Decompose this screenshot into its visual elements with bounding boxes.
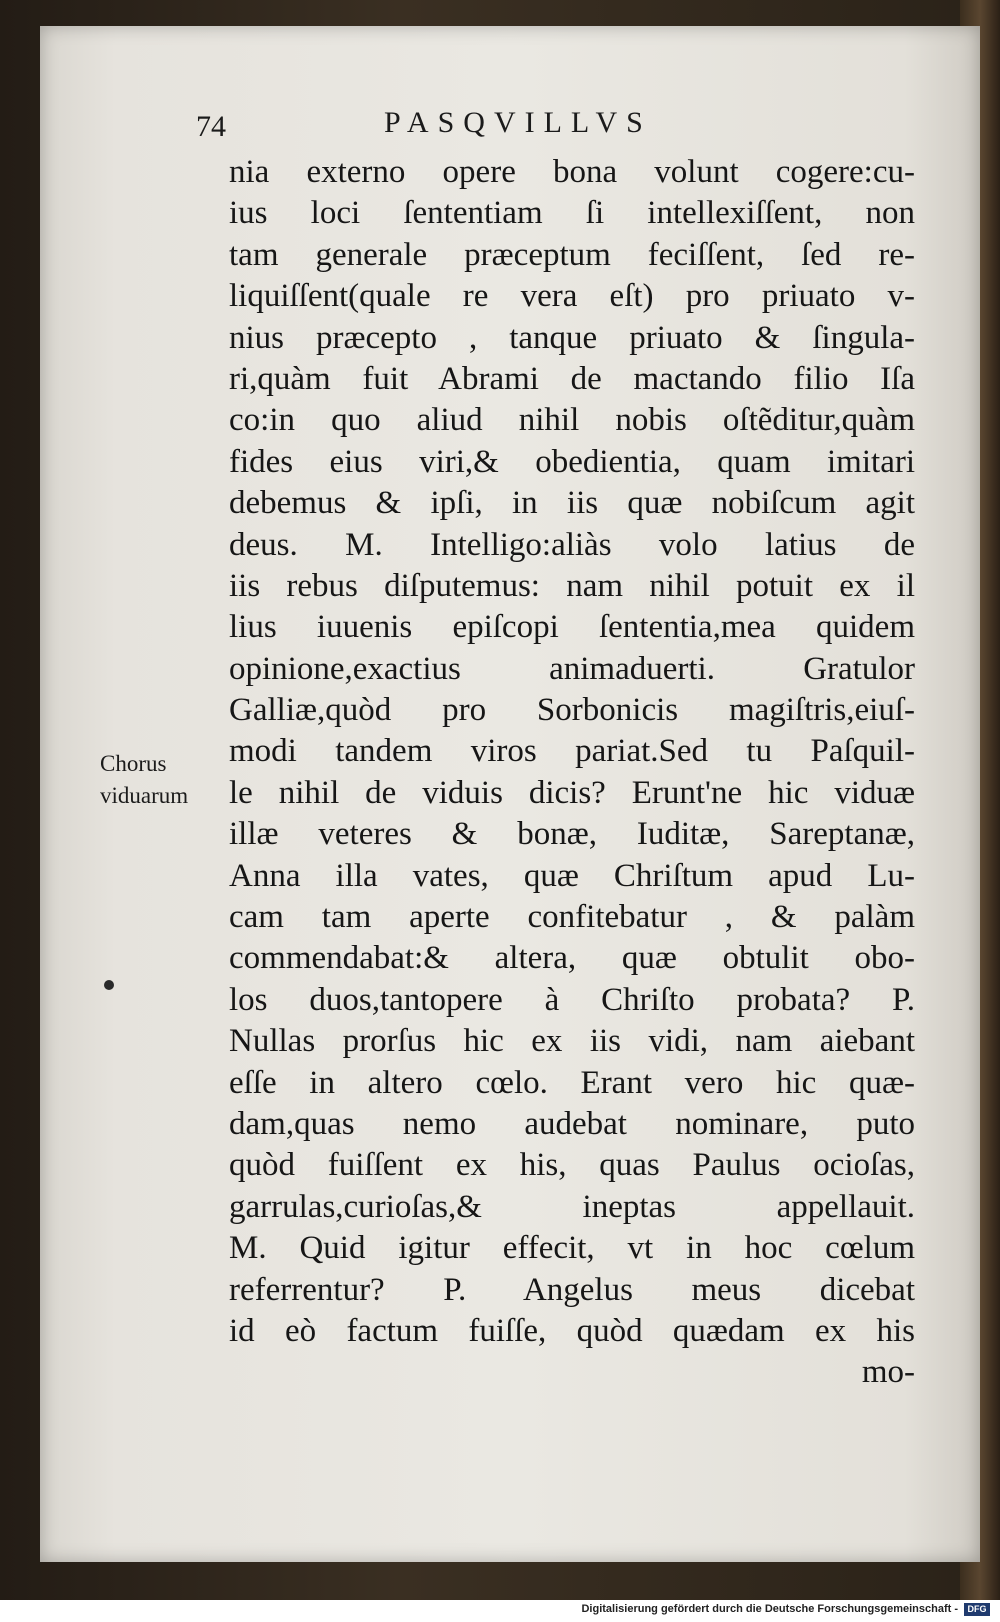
text-line: ius loci ſententiam ſi intellexiſſent, non — [229, 195, 915, 232]
text-line: id eò factum fuiſſe, quòd quædam ex his — [229, 1312, 915, 1349]
text-line: cam tam aperte confitebatur , & palàm — [229, 899, 915, 936]
body-text — [229, 152, 915, 1394]
text-line: quòd fuiſſent ex his, quas Paulus ocioſas, — [229, 1147, 915, 1184]
text-line: referrentur? P. Angelus meus dicebat — [229, 1271, 915, 1308]
text-line: garrulas,curioſas,& ineptas appellauit. — [229, 1188, 915, 1225]
text-line: co:in quo aliud nihil nobis oſtẽditur,quàm — [229, 402, 915, 439]
text-line: Anna illa vates, quæ Chriſtum apud Lu- — [229, 857, 915, 894]
text-line: nia externo opere bona volunt cogere:cu- — [229, 154, 915, 190]
catchword: mo- — [861, 1354, 915, 1391]
page-number: 74 — [196, 110, 226, 143]
text-line: lius iuuenis epiſcopi ſententia,mea quidem — [229, 609, 915, 646]
dfg-logo: DFG — [964, 1603, 990, 1616]
margin-note-line: Chorus — [100, 751, 167, 776]
text-line: ri,quàm fuit Abrami de mactando filio Iſa — [229, 360, 915, 397]
text-line: los duos,tantopere à Chriſto probata? P. — [229, 981, 915, 1018]
margin-note — [100, 748, 188, 812]
text-line: M. Quid igitur effecit, vt in hoc cœlum — [229, 1230, 915, 1267]
text-line: deus. M. Intelligo:aliàs volo latius de — [229, 526, 915, 563]
text-line: Galliæ,quòd pro Sorbonicis magiſtris,eiuſ- — [229, 692, 915, 729]
text-line: nius præcepto , tanque priuato & ſingula- — [229, 319, 915, 356]
text-line: illæ veteres & bonæ, Iuditæ, Sareptanæ, — [229, 816, 915, 853]
text-line: opinione,exactius animaduerti. Gratulor — [229, 650, 915, 687]
text-line: dam,quas nemo audebat nominare, puto — [229, 1105, 915, 1142]
margin-dot-mark — [104, 980, 114, 990]
text-line: debemus & ipſi, in iis quæ nobiſcum agit — [229, 485, 915, 522]
text-line: modi tandem viros pariat.Sed tu Paſquil- — [229, 733, 915, 770]
text-line: iis rebus diſputemus: nam nihil potuit ex il — [229, 567, 915, 604]
digitization-credit: Digitalisierung gefördert durch die Deutsche Forschungsgemeinschaft - — [581, 1603, 958, 1615]
text-line: commendabat:& altera, quæ obtulit obo- — [229, 940, 915, 977]
text-line: le nihil de viduis dicis? Erunt'ne hic viduæ — [229, 774, 915, 811]
running-head: PASQVILLVS — [384, 106, 652, 139]
text-line: fides eius viri,& obedientia, quam imitari — [229, 443, 915, 480]
text-line: eſſe in altero cœlo. Erant vero hic quæ- — [229, 1064, 915, 1101]
text-line: liquiſſent(quale re vera eſt) pro priuato v- — [229, 278, 915, 315]
text-line: tam generale præceptum feciſſent, ſed re- — [229, 236, 915, 273]
text-line: Nullas prorſus hic ex iis vidi, nam aiebant — [229, 1023, 915, 1060]
margin-note-line: viduarum — [100, 783, 189, 808]
